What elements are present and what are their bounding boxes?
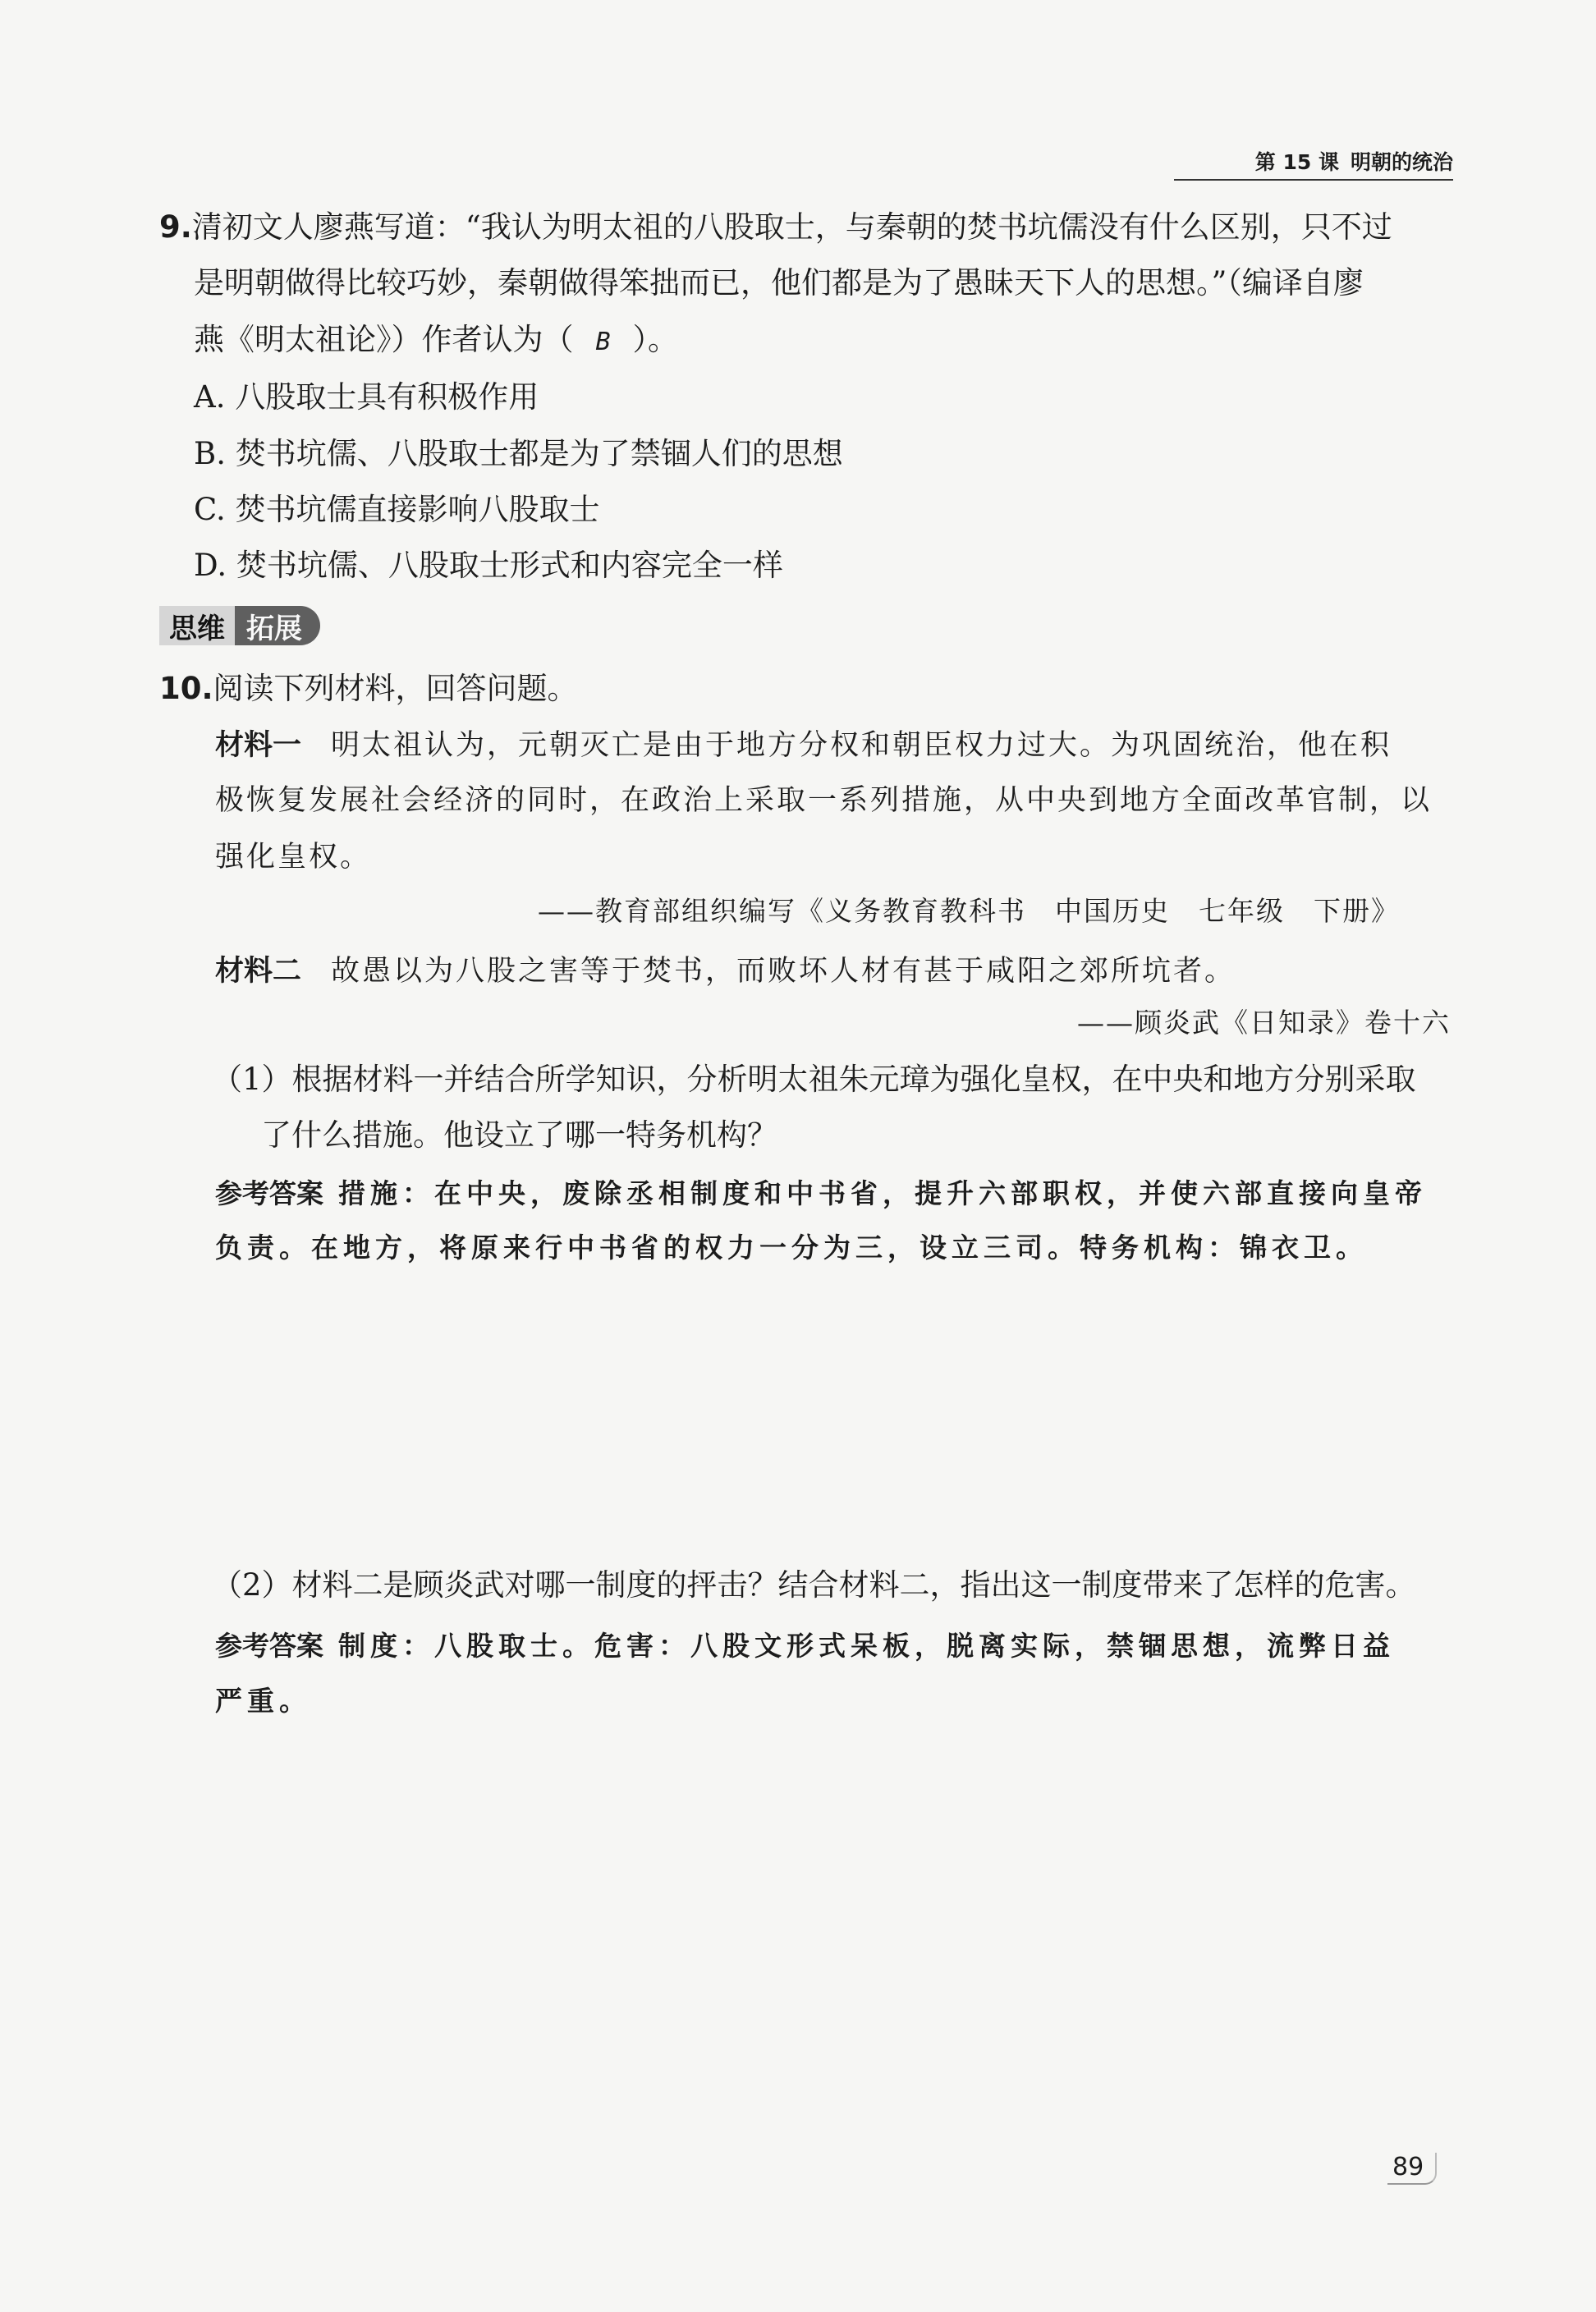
answer-2-line-1 xyxy=(215,1630,1395,1660)
q10-intro: 阅读下列材料，回答问题。 xyxy=(213,671,578,706)
material-1-line-1 xyxy=(215,729,1392,760)
material-2-label: 材料二 xyxy=(215,955,302,988)
section-label-part-1: 思维 xyxy=(159,606,235,645)
q9-option-a: A. 八股取士具有积极作用 xyxy=(194,379,539,415)
material-2-line xyxy=(215,955,1236,986)
answer-1-text-1: 措施：在中央，废除丞相制度和中书省，提升六部职权，并使六部直接向皇帝 xyxy=(338,1177,1427,1209)
reference-answer-label-2: 参考答案 xyxy=(215,1630,323,1662)
answer-2-text-1: 制度：八股取士。危害：八股文形式呆板，脱离实际，禁锢思想，流弊日益 xyxy=(338,1630,1395,1662)
q9-stem-1: 清初文人廖燕写道：“我认为明太祖的八股取士，与秦朝的焚书坑儒没有什么区别，只不过 xyxy=(191,209,1392,245)
material-1-source: ——教育部组织编写《义务教育教科书 中国历史 七年级 下册》 xyxy=(538,895,1400,927)
q9-stem-2: 是明朝做得比较巧妙，秦朝做得笨拙而已，他们都是为了愚昧天下人的思想。”（编译自廖 xyxy=(194,265,1364,300)
material-1-label: 材料一 xyxy=(215,729,302,762)
q9-stem-3: 燕《明太祖论》）作者认为（ xyxy=(194,322,574,357)
answer-1-text-2: 负责。在地方，将原来行中书省的权力一分为三，设立三司。特务机构：锦衣卫。 xyxy=(215,1232,1368,1264)
q9-option-c: C. 焚书坑儒直接影响八股取士 xyxy=(194,492,600,527)
material-1-text-1: 明太祖认为，元朝灭亡是由于地方分权和朝臣权力过大。为巩固统治，他在积 xyxy=(331,729,1392,762)
q9-line-1 xyxy=(159,209,1392,245)
q10-line-1 xyxy=(159,673,578,704)
q9-option-d: D. 焚书坑儒、八股取士形式和内容完全一样 xyxy=(194,548,783,583)
answer-1-line-1 xyxy=(215,1177,1427,1208)
material-2-text: 故愚以为八股之害等于焚书，而败坏人材有甚于咸阳之郊所坑者。 xyxy=(331,955,1236,988)
sub-question-1-line-1: （1）根据材料一并结合所学知识，分析明太祖朱元璋为强化皇权，在中央和地方分别采取 xyxy=(212,1062,1416,1097)
q9-option-b: B. 焚书坑儒、八股取士都是为了禁锢人们的思想 xyxy=(194,436,843,471)
q10-number: 10. xyxy=(159,671,213,706)
q9-number: 9. xyxy=(159,209,192,245)
section-label-part-2: 拓展 xyxy=(235,606,320,645)
sub-question-2-line-1: （2）材料二是顾炎武对哪一制度的抨击？结合材料二，指出这一制度带来了怎样的危害。 xyxy=(212,1567,1416,1603)
answer-2-text-2: 严重。 xyxy=(215,1685,311,1717)
q9-stem-3-end: ）。 xyxy=(632,322,678,357)
page-number: 89 xyxy=(1387,2153,1437,2185)
q9-handwritten-answer: B xyxy=(595,328,611,356)
material-1-text-2: 极恢复发展社会经济的同时，在政治上采取一系列措施，从中央到地方全面改革官制，以 xyxy=(215,784,1433,817)
section-badge xyxy=(159,606,320,645)
q9-line-3 xyxy=(194,324,678,355)
lesson-number: 第 15 课 xyxy=(1254,150,1339,174)
sub-question-1-line-2: 了什么措施。他设立了哪一特务机构？ xyxy=(261,1117,777,1153)
material-2-source: ——顾炎武《日知录》卷十六 xyxy=(1077,1007,1451,1039)
lesson-title: 明朝的统治 xyxy=(1350,150,1453,174)
page-header xyxy=(1174,146,1453,181)
reference-answer-label-1: 参考答案 xyxy=(215,1177,323,1209)
material-1-text-3: 强化皇权。 xyxy=(215,841,372,874)
